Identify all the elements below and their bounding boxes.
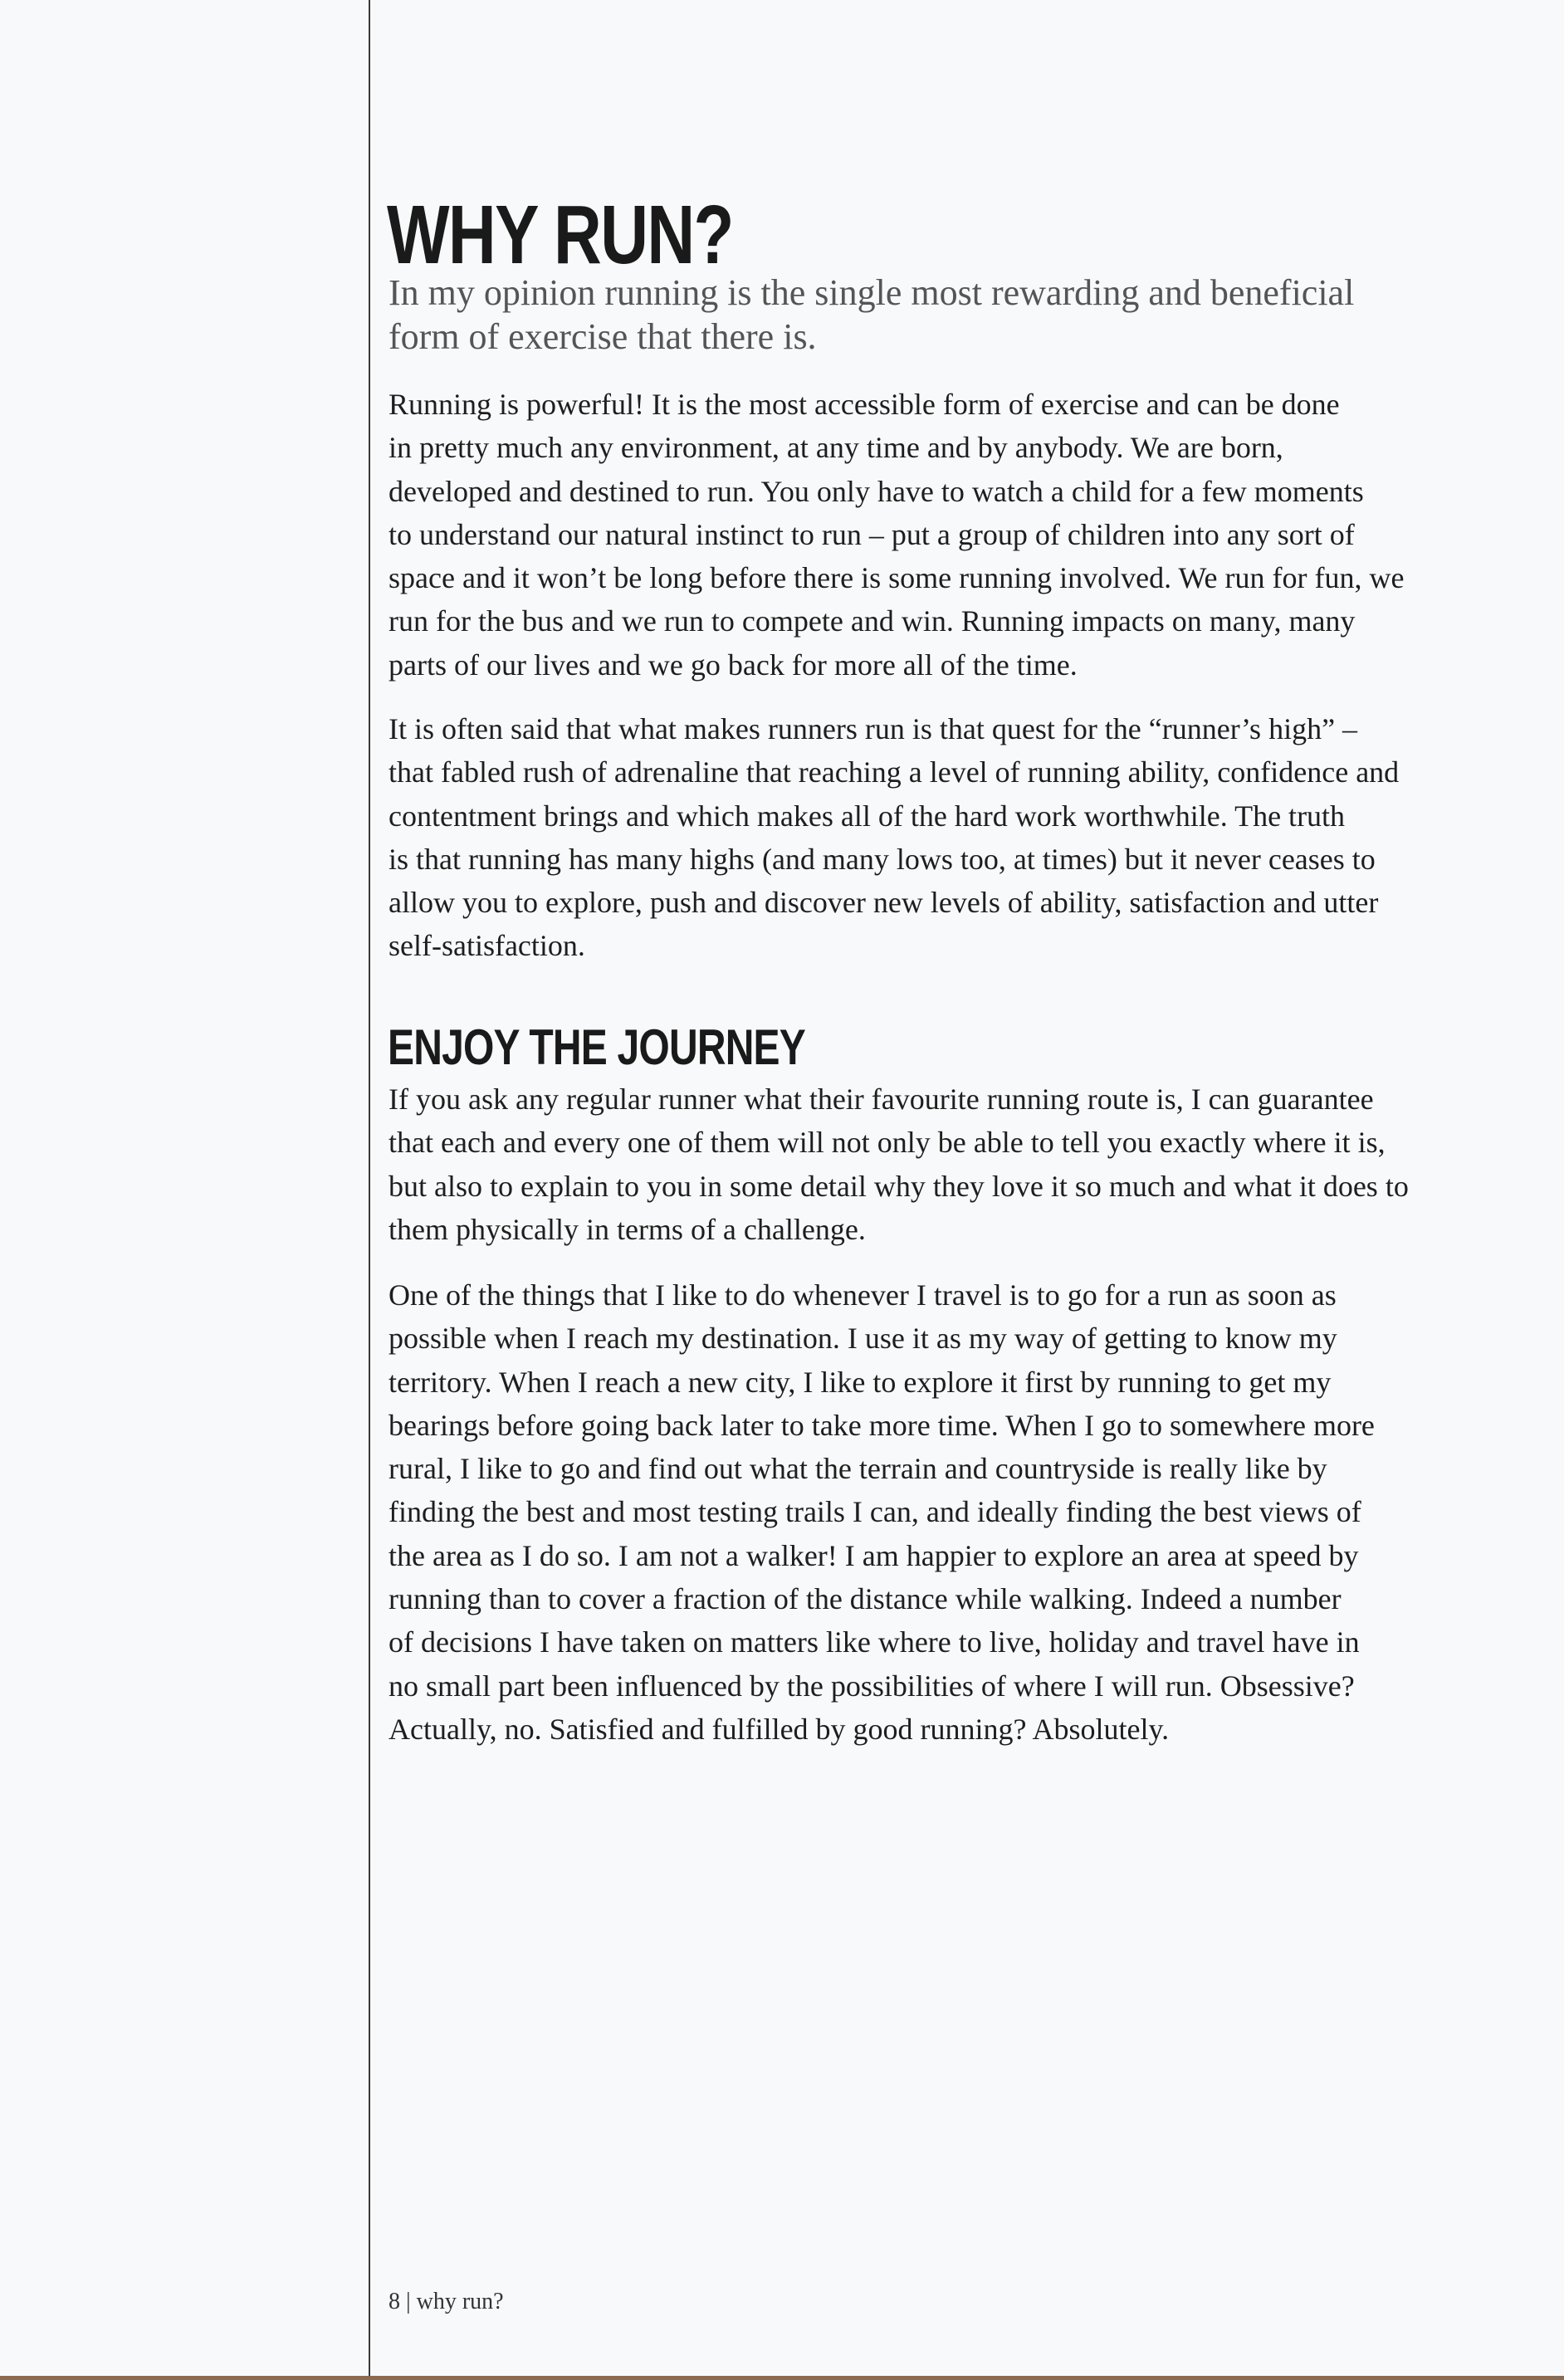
- margin-rule: [369, 0, 370, 2376]
- page-footer: 8 | why run?: [389, 2289, 504, 2314]
- paragraph-2: [389, 707, 1399, 968]
- text-line: Running is powerful! It is the most accessible form of exercise and can be done: [389, 388, 1340, 421]
- subtitle: [389, 271, 1354, 359]
- paragraph-3: [389, 1078, 1409, 1251]
- text-line: to understand our natural instinct to run – put a group of children into any sort of: [389, 517, 1355, 551]
- paragraph-1: [389, 383, 1404, 687]
- text-line: developed and destined to run. You only have to watch a child for a few moments: [389, 474, 1364, 508]
- text-line: but also to explain to you in some detail why they love it so much and what it does to: [389, 1169, 1409, 1203]
- subtitle-line: In my opinion running is the single most rewarding and beneficial: [389, 272, 1355, 313]
- text-line: them physically in terms of a challenge.: [389, 1212, 866, 1246]
- text-line: in pretty much any environment, at any time and by anybody. We are born,: [389, 431, 1283, 465]
- text-line: territory. When I reach a new city, I like to explore it first by running to get my: [389, 1365, 1332, 1399]
- text-line: finding the best and most testing trails I can, and ideally finding the best views of: [389, 1495, 1361, 1529]
- text-line: One of the things that I like to do whenever I travel is to go for a run as soon as: [389, 1278, 1337, 1312]
- page-edge: [0, 2376, 1564, 2380]
- section-heading: ENJOY THE JOURNEY: [388, 1019, 805, 1075]
- text-line: rural, I like to go and find out what the terrain and countryside is really like by: [389, 1452, 1327, 1486]
- text-line: running than to cover a fraction of the distance while walking. Indeed a number: [389, 1582, 1342, 1616]
- text-line: the area as I do so. I am not a walker! I am happier to explore an area at speed by: [389, 1538, 1359, 1572]
- text-line: no small part been influenced by the possibilities of where I will run. Obsessive?: [389, 1669, 1355, 1703]
- text-line: that each and every one of them will not only be able to tell you exactly where it is,: [389, 1126, 1386, 1160]
- paragraph-4: [389, 1273, 1375, 1751]
- text-line: allow you to explore, push and discover new levels of ability, satisfaction and utter: [389, 886, 1379, 920]
- text-line: parts of our lives and we go back for more all of the time.: [389, 648, 1078, 682]
- text-line: It is often said that what makes runners run is that quest for the “runner’s high” –: [389, 712, 1358, 745]
- text-line: space and it won’t be long before there is some running involved. We run for fun, we: [389, 561, 1405, 595]
- text-line: If you ask any regular runner what their favourite running route is, I can guarantee: [389, 1082, 1374, 1116]
- text-line: run for the bus and we run to compete and win. Running impacts on many, many: [389, 604, 1356, 638]
- subtitle-line: form of exercise that there is.: [389, 316, 817, 357]
- text-line: bearings before going back later to take more time. When I go to somewhere more: [389, 1408, 1375, 1442]
- text-line: contentment brings and which makes all of the hard work worthwhile. The truth: [389, 799, 1346, 833]
- text-line: is that running has many highs (and many lows too, at times) but it never ceases to: [389, 842, 1376, 876]
- text-line: self-satisfaction.: [389, 929, 585, 963]
- page-title: WHY RUN?: [387, 188, 733, 281]
- text-line: of decisions I have taken on matters like where to live, holiday and travel have in: [389, 1625, 1360, 1659]
- text-line: possible when I reach my destination. I use it as my way of getting to know my: [389, 1322, 1337, 1356]
- text-line: Actually, no. Satisfied and fulfilled by good running? Absolutely.: [389, 1712, 1170, 1746]
- text-line: that fabled rush of adrenaline that reaching a level of running ability, confidence and: [389, 755, 1400, 789]
